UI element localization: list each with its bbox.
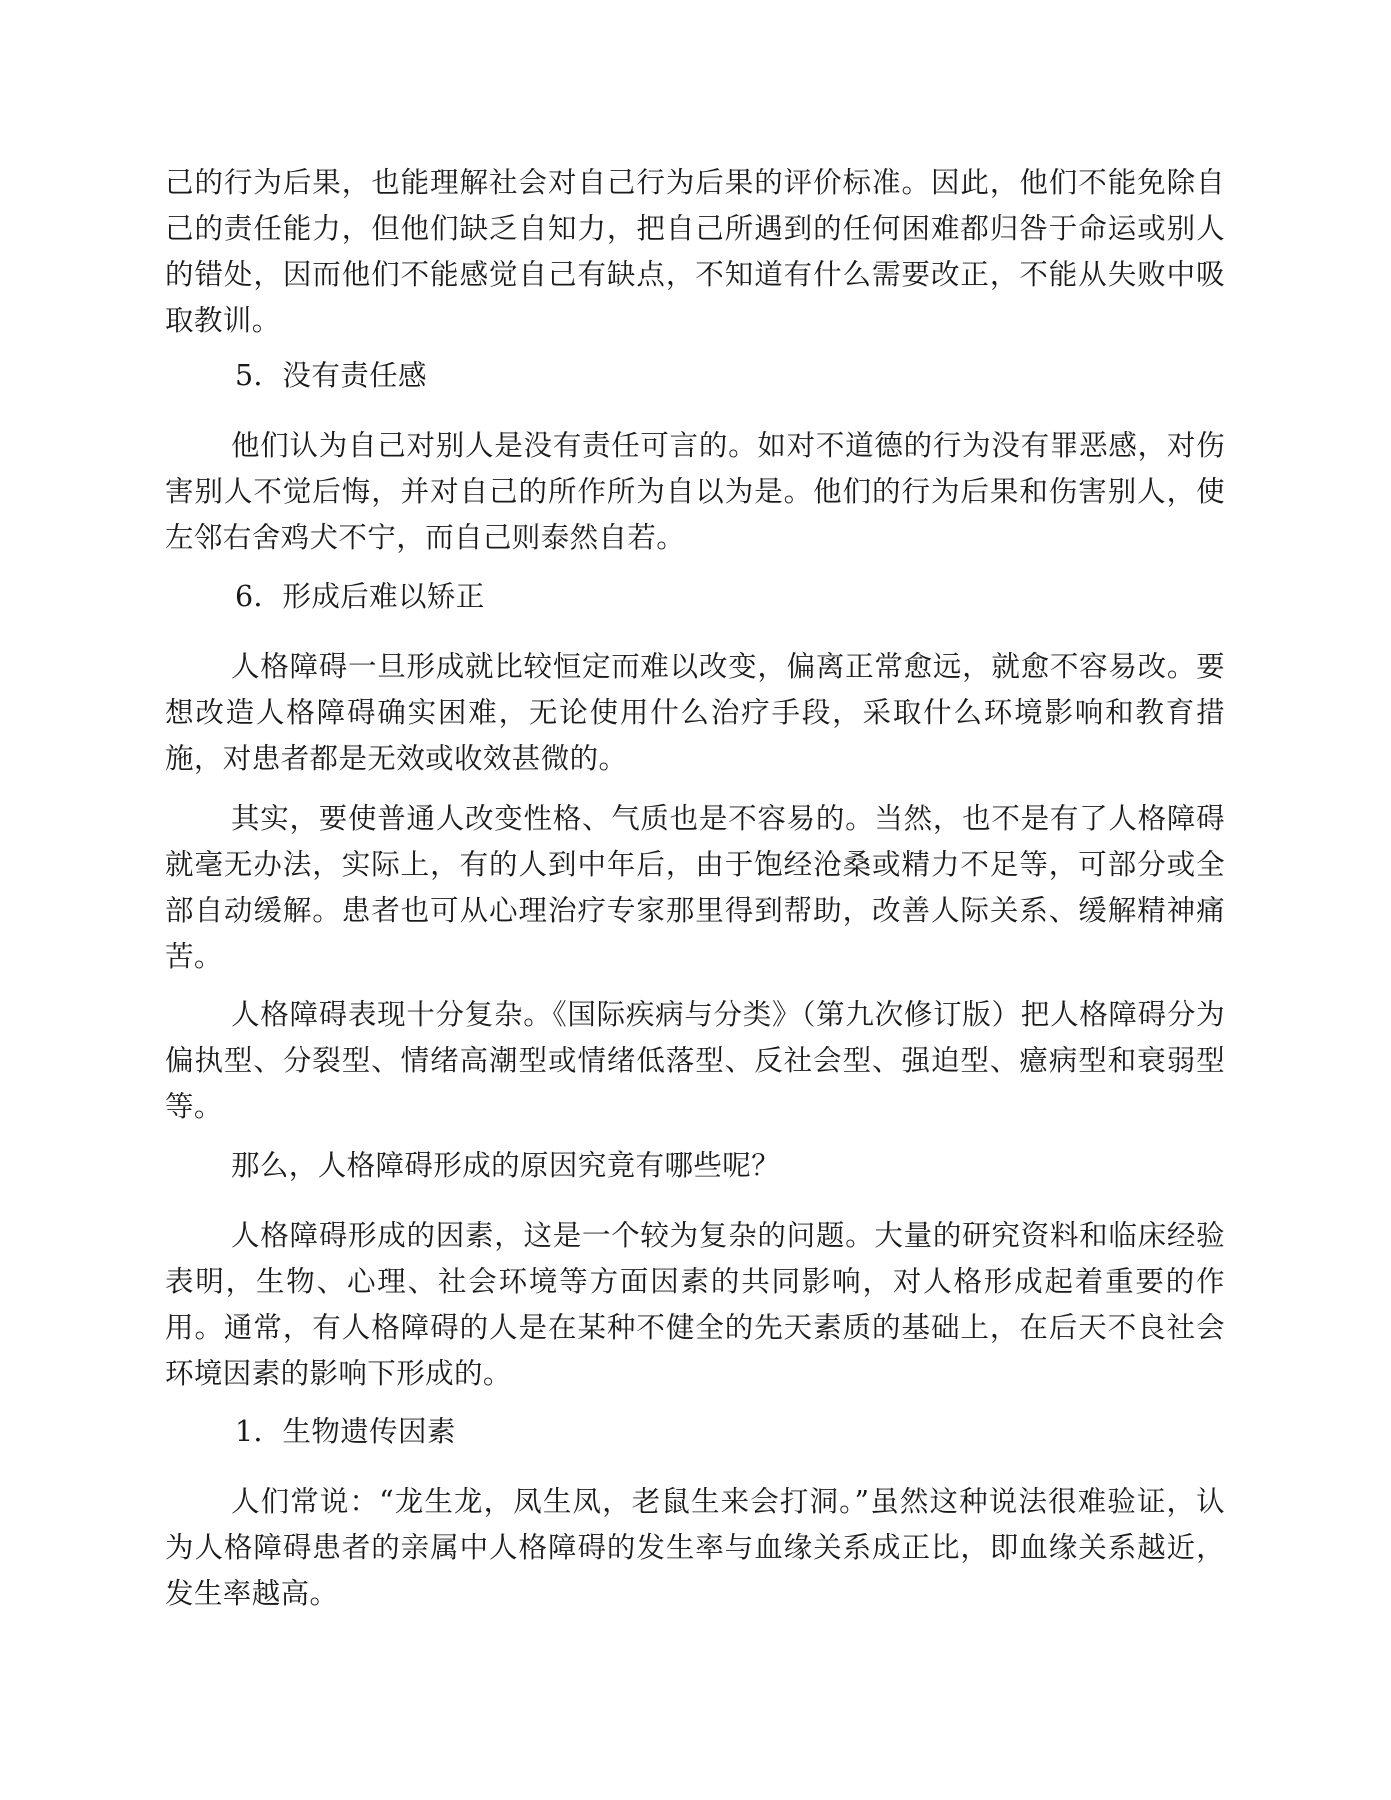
paragraph-question: 那么，人格障碍形成的原因究竟有哪些呢？	[231, 1149, 781, 1182]
section-heading-5: 5．没有责任感	[235, 359, 427, 392]
paragraph-genetics: 人们常说：“龙生龙，凤生凤，老鼠生来会打洞。”虽然这种说法很难验证，认为人格障碍患者的亲属中人格障碍的发生率与血缘关系成正比，即血缘关系越近，发生率越高。	[165, 1485, 1225, 1610]
paragraph-hard-to-correct: 人格障碍一旦形成就比较恒定而难以改变，偏离正常愈远，就愈不容易改。要想改造人格障碍确实困难，无论使用什么治疗手段，采取什么环境影响和教育措施，对患者都是无效或收效甚微的。	[165, 650, 1225, 775]
paragraph-relief: 其实，要使普通人改变性格、气质也是不容易的。当然，也不是有了人格障碍就毫无办法，实际上，有的人到中年后，由于饱经沧桑或精力不足等，可部分或全部自动缓解。患者也可从心理治疗专家那里得到帮助，改善人际关系、缓解精神痛苦。	[165, 802, 1225, 973]
section-heading-6: 6．形成后难以矫正	[235, 580, 485, 613]
paragraph-intro: 己的行为后果，也能理解社会对自己行为后果的评价标准。因此，他们不能免除自己的责任能力，但他们缺乏自知力，把自己所遇到的任何困难都归咎于命运或别人的错处，因而他们不能感觉自己有缺点，不知道有什么需要改正，不能从失败中吸取教训。	[165, 166, 1225, 337]
paragraph-no-responsibility: 他们认为自己对别人是没有责任可言的。如对不道德的行为没有罪恶感，对伤害别人不觉后悔，并对自己的所作所为自以为是。他们的行为后果和伤害别人，使左邻右舍鸡犬不宁，而自己则泰然自若。	[165, 429, 1225, 554]
paragraph-types: 人格障碍表现十分复杂。《国际疾病与分类》（第九次修订版）把人格障碍分为偏执型、分裂型、情绪高潮型或情绪低落型、反社会型、强迫型、癔病型和衰弱型等。	[165, 998, 1225, 1123]
section-heading-1: 1．生物遗传因素	[235, 1415, 456, 1448]
paragraph-factors: 人格障碍形成的因素，这是一个较为复杂的问题。大量的研究资料和临床经验表明，生物、心理、社会环境等方面因素的共同影响，对人格形成起着重要的作用。通常，有人格障碍的人是在某种不健全的先天素质的基础上，在后天不良社会环境因素的影响下形成的。	[165, 1219, 1225, 1390]
